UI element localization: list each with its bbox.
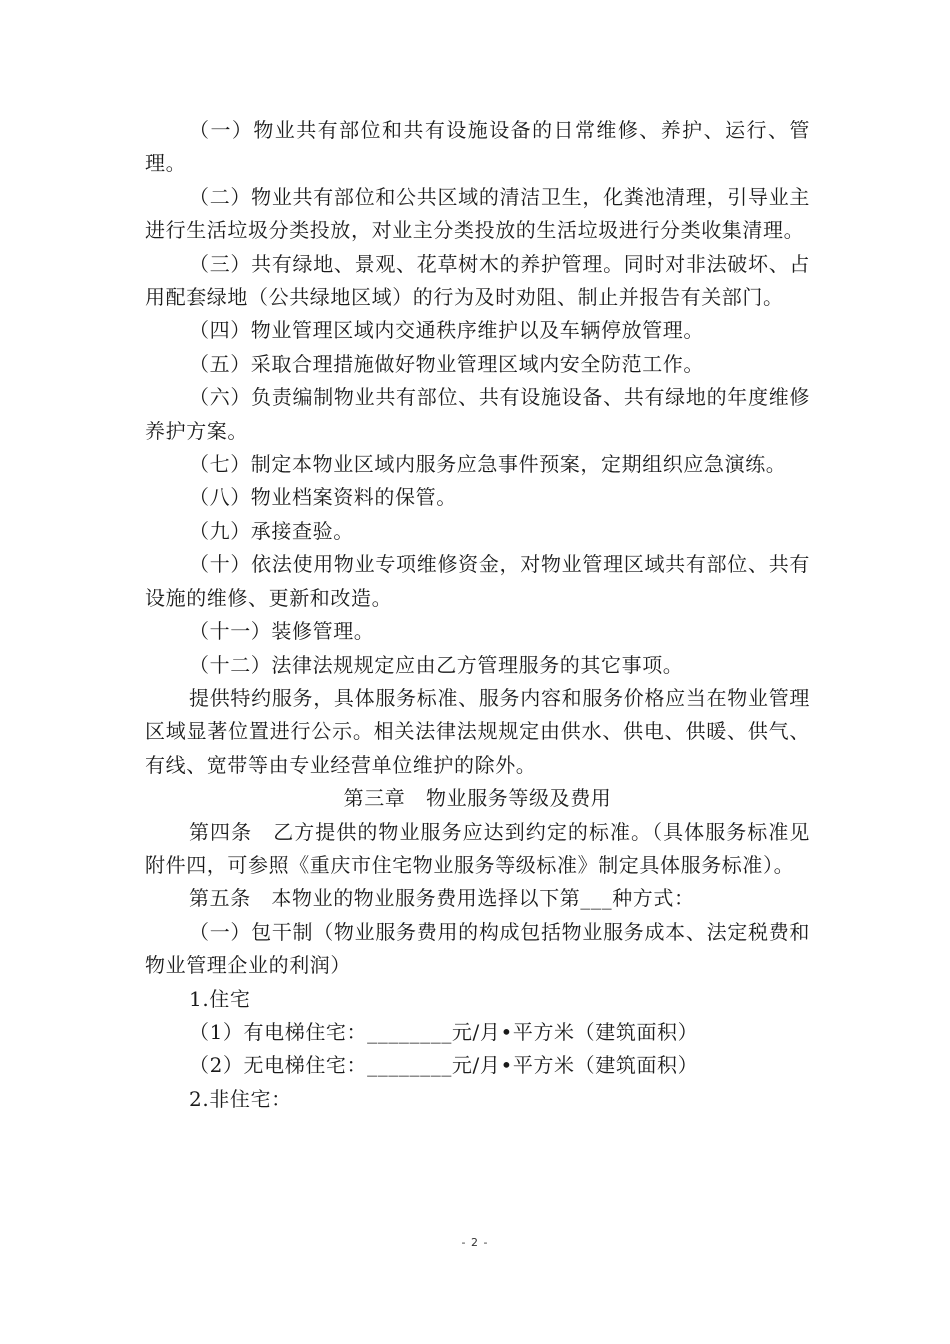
chapter-heading: 第三章 物业服务等级及费用 [343,786,612,811]
clause-item-9: （九）承接查验。 [189,518,354,543]
article-5: 第五条 本物业的物业服务费用选择以下第___种方式： [189,886,695,911]
clause-item-1: （一）物业共有部位和共有设施设备的日常维修、养护、运行、管理。 [145,118,810,176]
clause-item-11: （十一）装修管理。 [189,619,375,644]
clause-item-8: （八）物业档案资料的保管。 [189,485,457,510]
special-service-paragraph: 提供特约服务，具体服务标准、服务内容和服务价格应当在物业管理区域显著位置进行公示。相关法律法规规定由供水、供电、供暖、供气、有线、宽带等由专业经营单位维护的除外。 [145,685,810,777]
clause-item-4: （四）物业管理区域内交通秩序维护以及车辆停放管理。 [189,318,704,343]
page-number: - 2 - [461,1236,489,1249]
clause-item-6: （六）负责编制物业共有部位、共有设施设备、共有绿地的年度维修养护方案。 [145,385,810,443]
clause-item-5: （五）采取合理措施做好物业管理区域内安全防范工作。 [189,351,704,376]
fee-elevator-residential: （1）有电梯住宅：________元/月•平方米（建筑面积） [189,1019,699,1044]
fee-non-elevator-residential: （2）无电梯住宅：________元/月•平方米（建筑面积） [189,1053,699,1078]
document-body [145,114,810,1116]
clause-item-2: （二）物业共有部位和公共区域的清洁卫生，化粪池清理，引导业主进行生活垃圾分类投放，对业主分类投放的生活垃圾进行分类收集清理。 [145,184,810,243]
clause-item-10: （十）依法使用物业专项维修资金，对物业管理区域共有部位、共有设施的维修、更新和改造。 [145,552,810,610]
fee-method-lump-sum: （一）包干制（物业服务费用的构成包括物业服务成本、法定税费和物业管理企业的利润） [145,919,810,978]
fee-non-residential-heading: 2.非住宅： [189,1086,292,1111]
clause-item-12: （十二）法律法规规定应由乙方管理服务的其它事项。 [189,652,684,677]
article-4: 第四条 乙方提供的物业服务应达到约定的标准。（具体服务标准见附件四，可参照《重庆市住宅物业服务等级标准》制定具体服务标准）。 [145,819,810,877]
clause-item-3: （三）共有绿地、景观、花草树木的养护管理。同时对非法破坏、占用配套绿地（公共绿地区域）的行为及时劝阻、制止并报告有关部门。 [145,251,810,310]
clause-item-7: （七）制定本物业区域内服务应急事件预案，定期组织应急演练。 [189,452,787,477]
fee-residential-heading: 1.住宅 [189,986,251,1011]
